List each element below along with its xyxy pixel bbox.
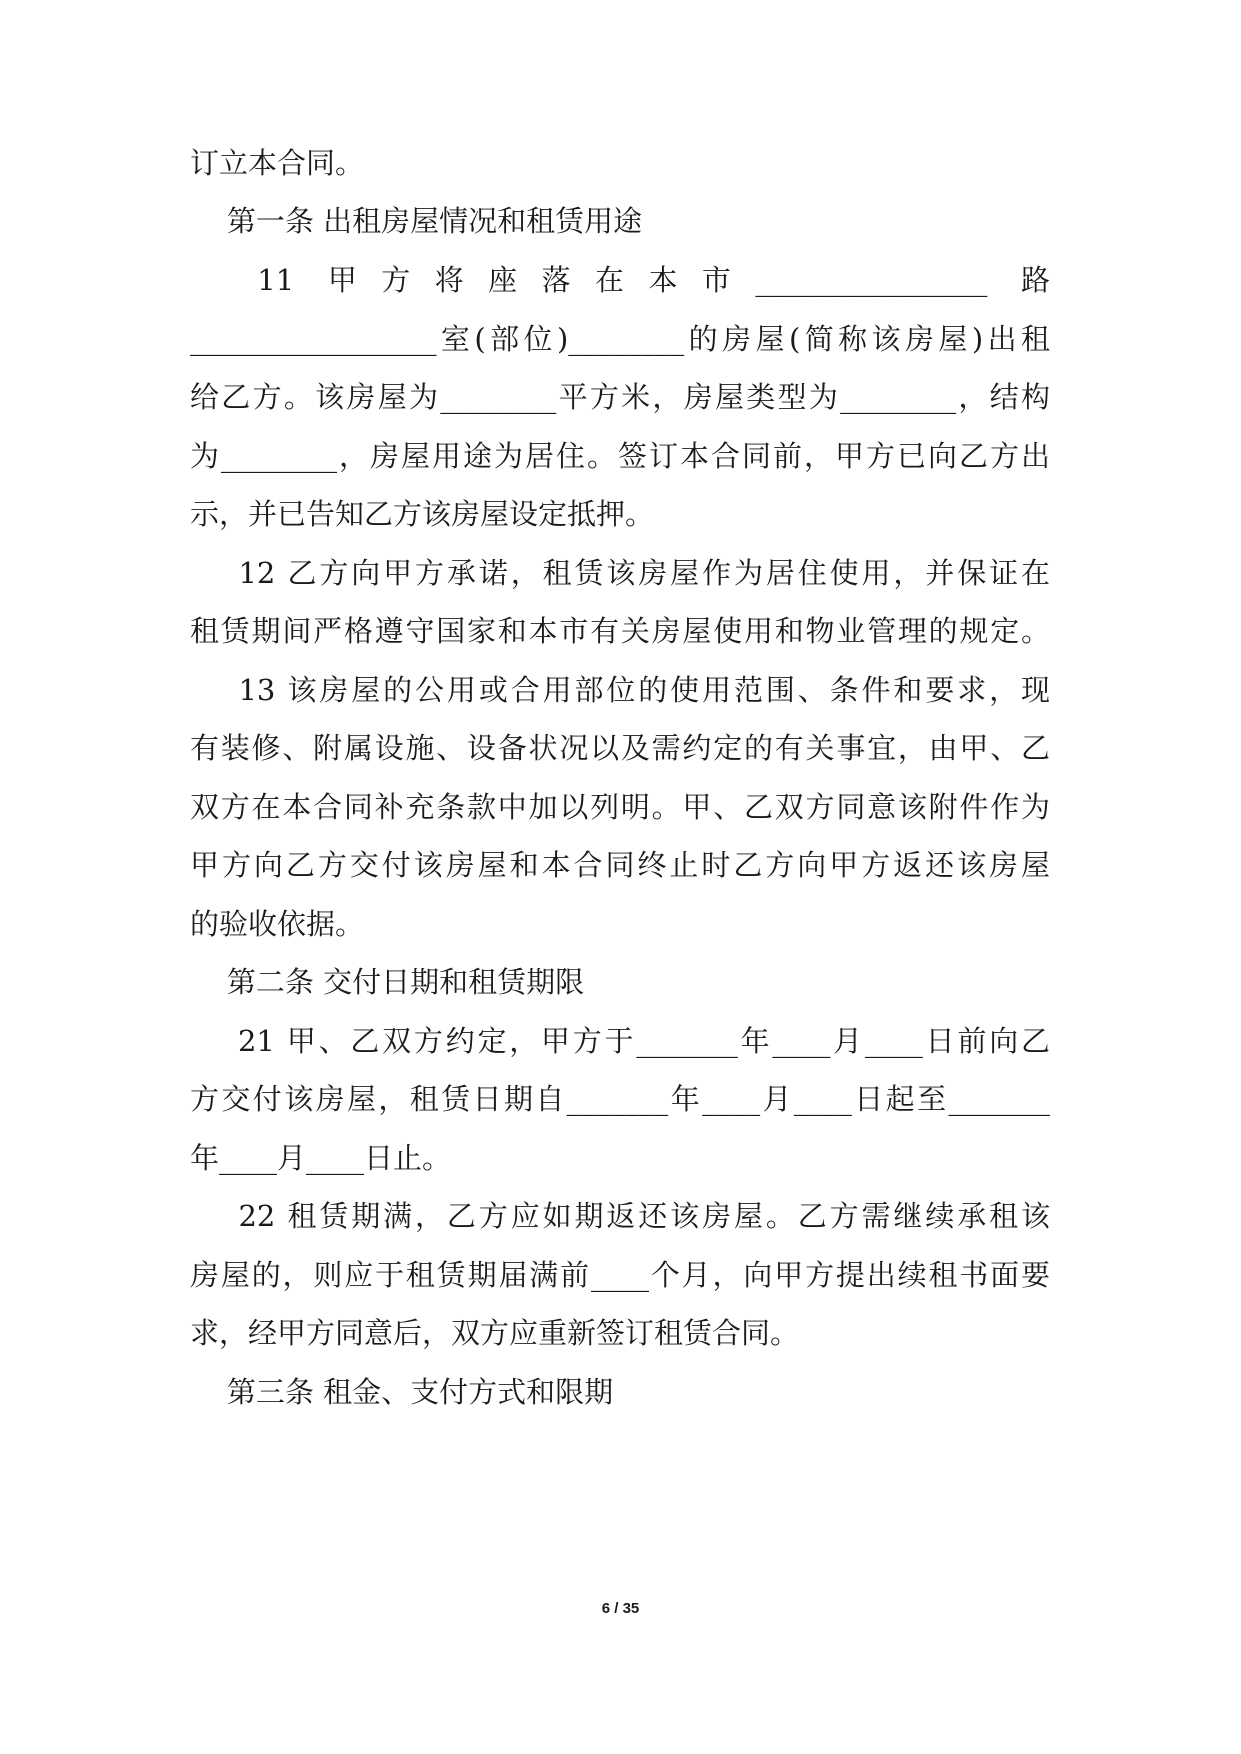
text-line: 订立本合同。: [190, 146, 365, 180]
text-line: _________________室(部位)________的房屋(简称该房屋)出租: [190, 322, 1050, 356]
text-line: 为________，房屋用途为居住。签订本合同前，甲方已向乙方出: [190, 439, 1050, 473]
text-line: 求，经甲方同意后，双方应重新签订租赁合同。: [190, 1316, 800, 1350]
article-heading: 第三条 租金、支付方式和限期: [190, 1375, 614, 1409]
text-line: 方交付该房屋，租赁日期自_______年____月____日起至_______: [190, 1082, 1050, 1116]
text-line: 给乙方。该房屋为________平方米，房屋类型为________，结构: [190, 380, 1050, 414]
text-line: 年____月____日止。: [190, 1141, 452, 1175]
page-number: 6 / 35: [601, 1600, 640, 1617]
text-line: 房屋的，则应于租赁期届满前____个月，向甲方提出续租书面要: [190, 1258, 1050, 1292]
text-line: 13 该房屋的公用或合用部位的使用范围、条件和要求，现: [190, 673, 1050, 707]
text-line: 甲方向乙方交付该房屋和本合同终止时乙方向甲方返还该房屋: [190, 848, 1050, 882]
text-line: 11 甲 方 将 座 落 在 本 市 ________________ 路: [190, 263, 1050, 297]
text-line: 有装修、附属设施、设备状况以及需约定的有关事宜，由甲、乙: [190, 731, 1050, 765]
text-line: 21 甲、乙双方约定，甲方于_______年____月____日前向乙: [190, 1024, 1050, 1058]
article-heading: 第二条 交付日期和租赁期限: [190, 965, 585, 999]
text-line: 租赁期间严格遵守国家和本市有关房屋使用和物业管理的规定。: [190, 614, 1050, 648]
text-line: 12 乙方向甲方承诺，租赁该房屋作为居住使用，并保证在: [190, 556, 1050, 590]
text-line: 22 租赁期满，乙方应如期返还该房屋。乙方需继续承租该: [190, 1199, 1050, 1233]
article-heading: 第一条 出租房屋情况和租赁用途: [190, 204, 643, 238]
text-line: 双方在本合同补充条款中加以列明。甲、乙双方同意该附件作为: [190, 790, 1050, 824]
text-line: 的验收依据。: [190, 907, 365, 941]
text-line: 示，并已告知乙方该房屋设定抵押。: [190, 497, 655, 531]
